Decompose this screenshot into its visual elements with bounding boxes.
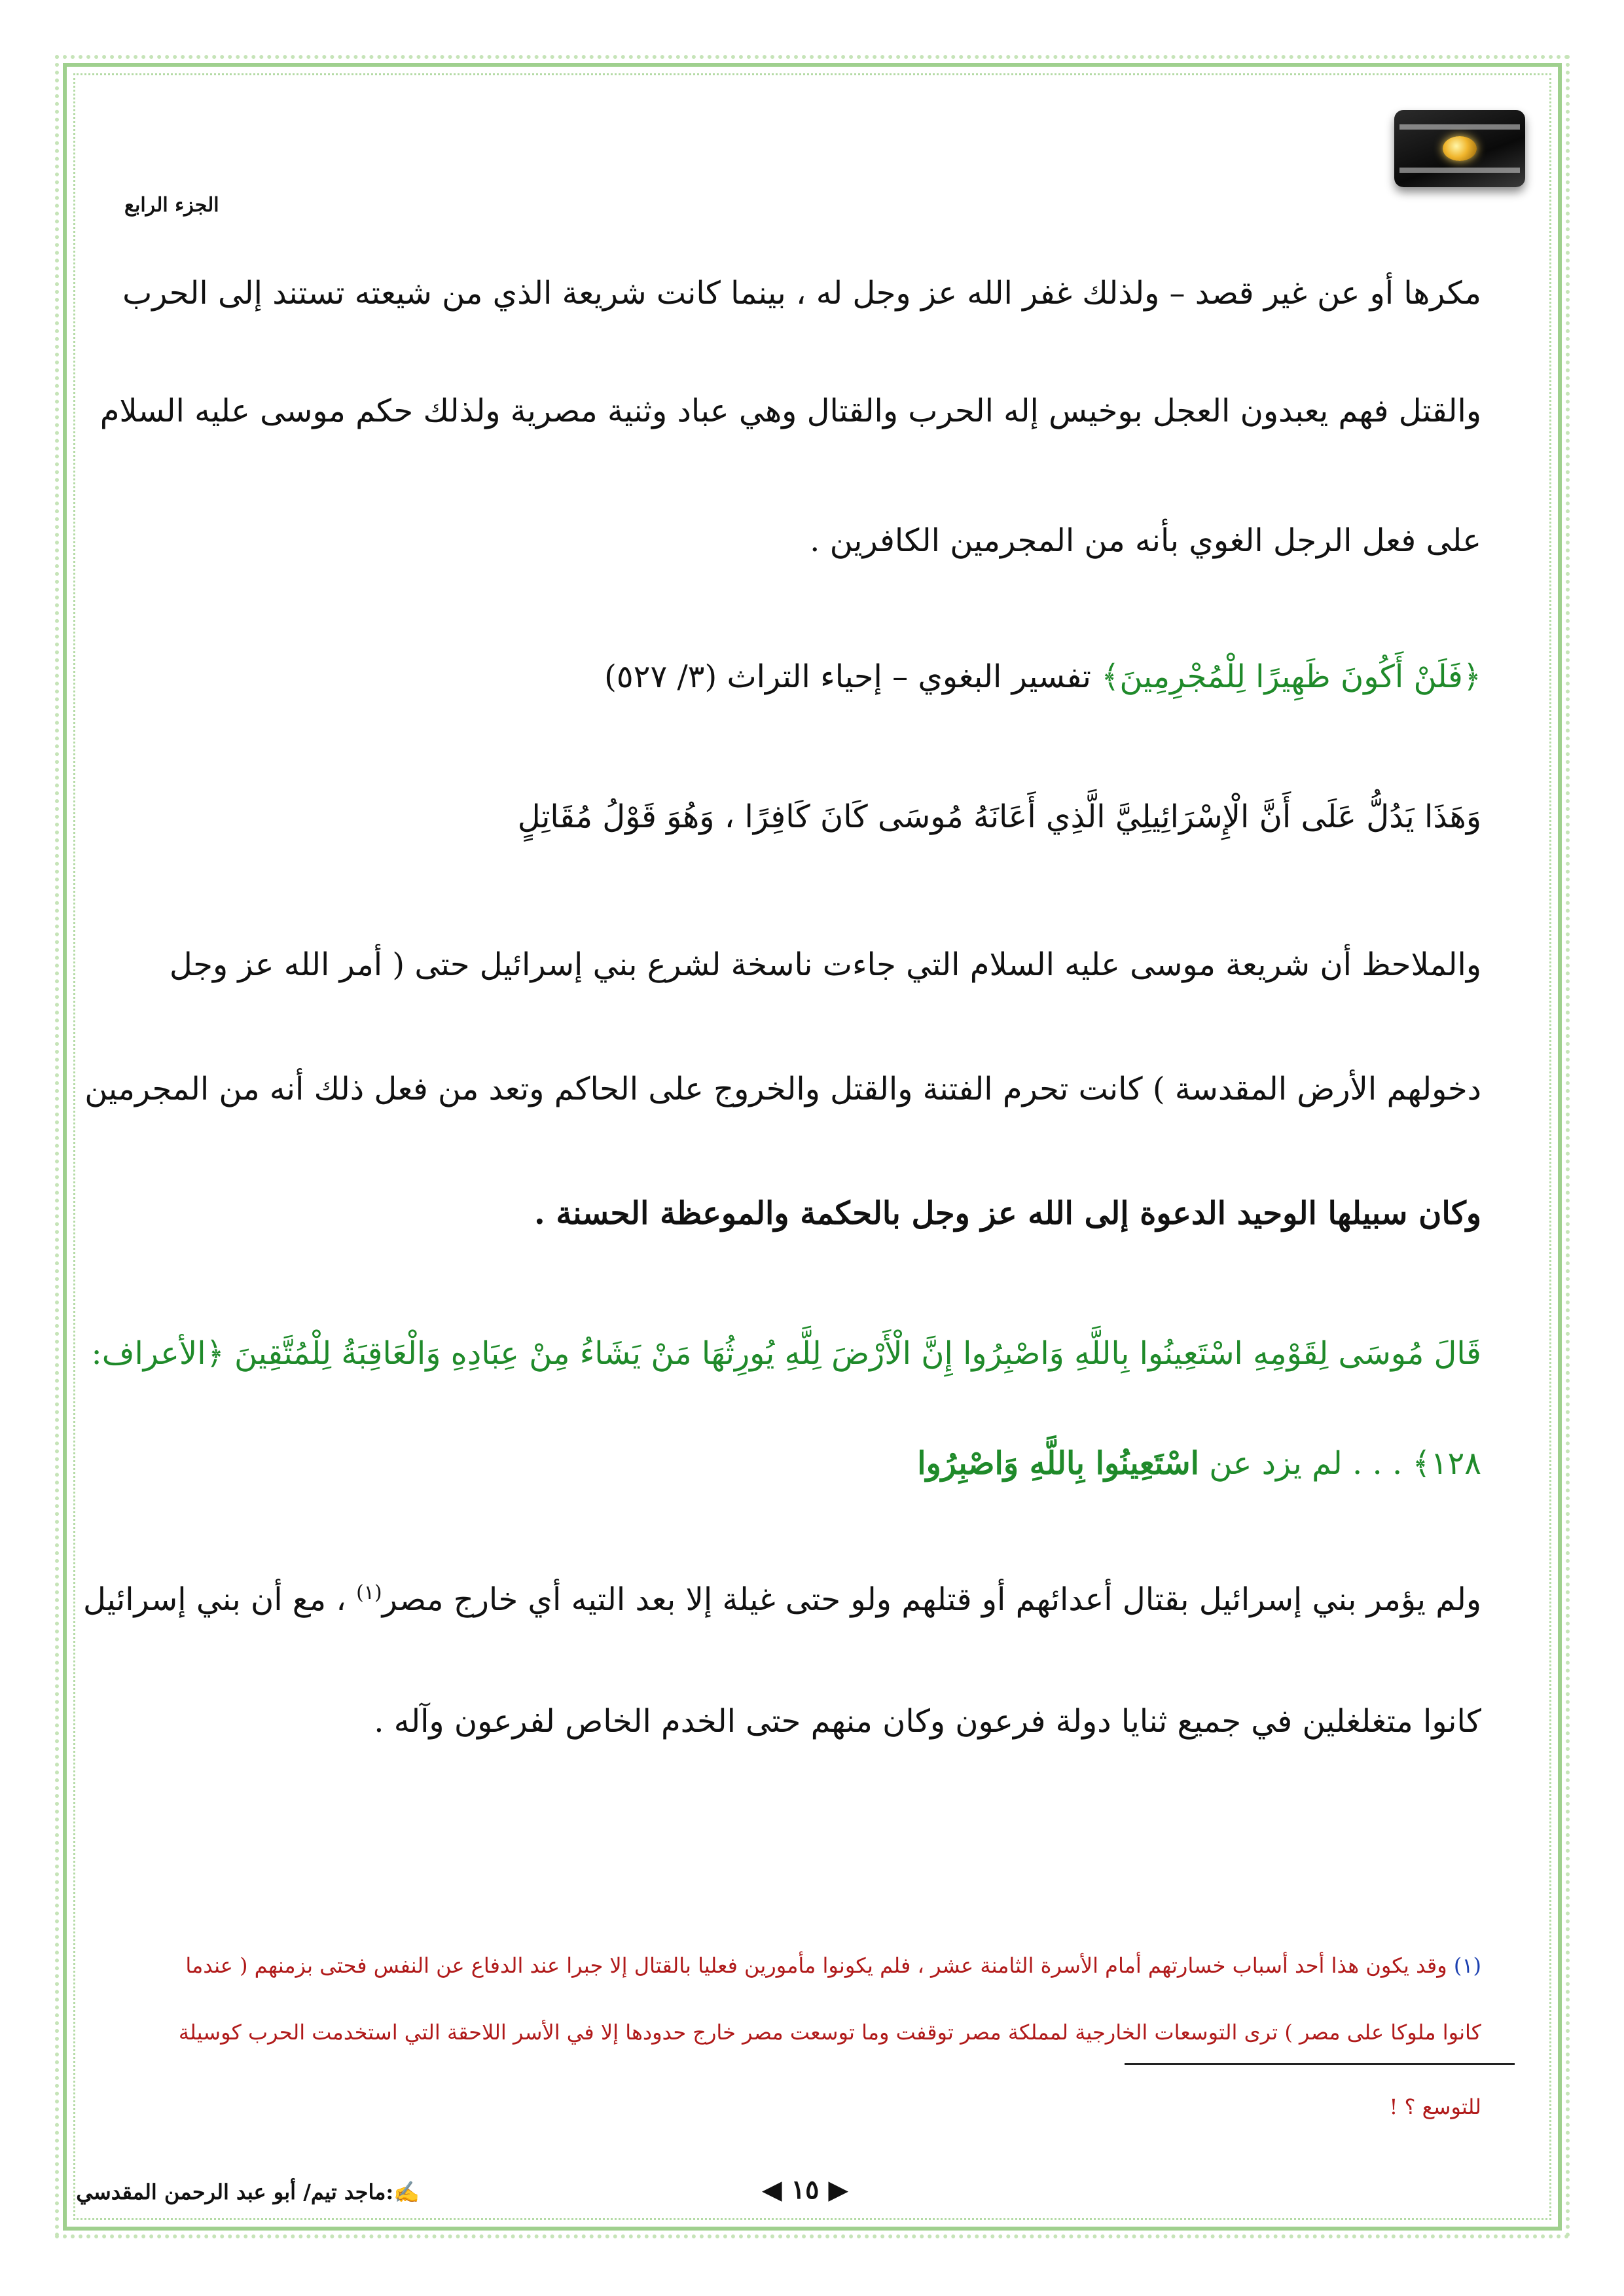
footnote-line-2: كانوا ملوكا على مصر ) ترى التوسعات الخارجية لمملكة مصر توقفت وما توسعت مصر خارج حدودها إلا في الأسر اللاحقة التي استخدمت الحرب كوسيلة [178, 2020, 1481, 2045]
verse-comment: لم يزد عن [1199, 1445, 1343, 1482]
logo-band-bottom [1399, 168, 1520, 173]
part-label: الجزء الرابع [124, 194, 219, 217]
body-line-2: والقتل فهم يعبدون العجل بوخيس إله الحرب والقتال وهي عباد وثنية مصرية ولذلك حكم موسى عليه السلام [99, 393, 1481, 429]
tafsir-source: تفسير البغوي – إحياء التراث (٣/ ٥٢٧) [604, 658, 1102, 695]
pen-icon: ✍ [393, 2179, 420, 2204]
body-line-4: وَهَذَا يَدُلُّ عَلَى أَنَّ الْإِسْرَائِيلِيَّ الَّذِي أَعَانَهُ مُوسَى كَانَ كَافِرًا ، وَهُوَ قَوْلُ مُقَاتِلٍ [517, 798, 1481, 835]
body-line-7-after: ، مع أن بني إسرائيل [83, 1581, 357, 1618]
body-line-5: والملاحظ أن شريعة موسى عليه السلام التي جاءت ناسخة لشرع بني إسرائيل حتى ( أمر الله عز وجل [169, 946, 1481, 983]
quran-verse-1: ﴿فَلَنْ أَكُونَ ظَهِيرًا لِلْمُجْرِمِينَ﴾ [1101, 658, 1481, 695]
body-line-1: مكرها أو عن غير قصد – ولذلك غفر الله عز وجل له ، بينما كانت شريعة الذي من شيعته تستند إلى الحرب [122, 275, 1481, 312]
verse-highlight: اسْتَعِينُوا بِاللَّهِ وَاصْبِرُوا [917, 1445, 1199, 1482]
footnote-line-3: للتوسع ؟ ! [1389, 2094, 1481, 2119]
gem-icon [1443, 136, 1477, 161]
verse-ref: ١٢٨﴾ . . . [1342, 1445, 1481, 1482]
body-line-6: دخولهم الأرض المقدسة ) كانت تحرم الفتنة والقتل والخروج على الحاكم وتعد من فعل ذلك أنه من المجرمين [84, 1071, 1481, 1107]
author-credit [76, 2179, 420, 2204]
quote-line-1 [604, 658, 1481, 696]
author-prefix: : [386, 2179, 394, 2204]
quran-verse-2-line-1: قَالَ مُوسَى لِقَوْمِهِ اسْتَعِينُوا بِاللَّهِ وَاصْبِرُوا إِنَّ الْأَرْضَ لِلَّهِ يُورِثُهَا مَنْ يَشَاءُ مِنْ عِبَادِهِ وَالْعَاقِبَةُ لِلْمُتَّقِينَ ﴿الأعراف: [91, 1335, 1481, 1372]
footnote-line-1 [185, 1953, 1481, 1978]
footnote-divider [1125, 2063, 1515, 2065]
body-line-8: كانوا متغلغلين في جميع ثنايا دولة فرعون وكان منهم حتى الخدم الخاص لفرعون وآله . [374, 1703, 1481, 1740]
quran-verse-2-line-2 [917, 1445, 1481, 1483]
page-number: ◀ ١٥ ▶ [761, 2174, 849, 2205]
author-name: ماجد تيم/ أبو عبد الرحمن المقدسي [76, 2179, 386, 2204]
body-line-3: على فعل الرجل الغوي بأنه من المجرمين الكافرين . [810, 522, 1481, 559]
footnote-ref: (١) [356, 1581, 382, 1604]
footnote-text-1: وقد يكون هذا أحد أسباب خسارتهم أمام الأسرة الثامنة عشر ، فلم يكونوا مأمورين فعليا بالقتال إلا جبرا عند الدفاع عن النفس فحتى بزمنهم ( عندما [185, 1953, 1454, 1978]
body-line-7 [83, 1581, 1481, 1619]
footnote-number: (١) [1453, 1953, 1481, 1978]
site-logo [1394, 110, 1525, 187]
bold-line: وكان سبيلها الوحيد الدعوة إلى الله عز وجل بالحكمة والموعظة الحسنة . [533, 1195, 1481, 1232]
body-line-7-text: ولم يؤمر بني إسرائيل بقتال أعدائهم أو قتلهم ولو حتى غيلة إلا بعد التيه أي خارج مصر [382, 1581, 1481, 1618]
logo-band-top [1399, 124, 1520, 130]
